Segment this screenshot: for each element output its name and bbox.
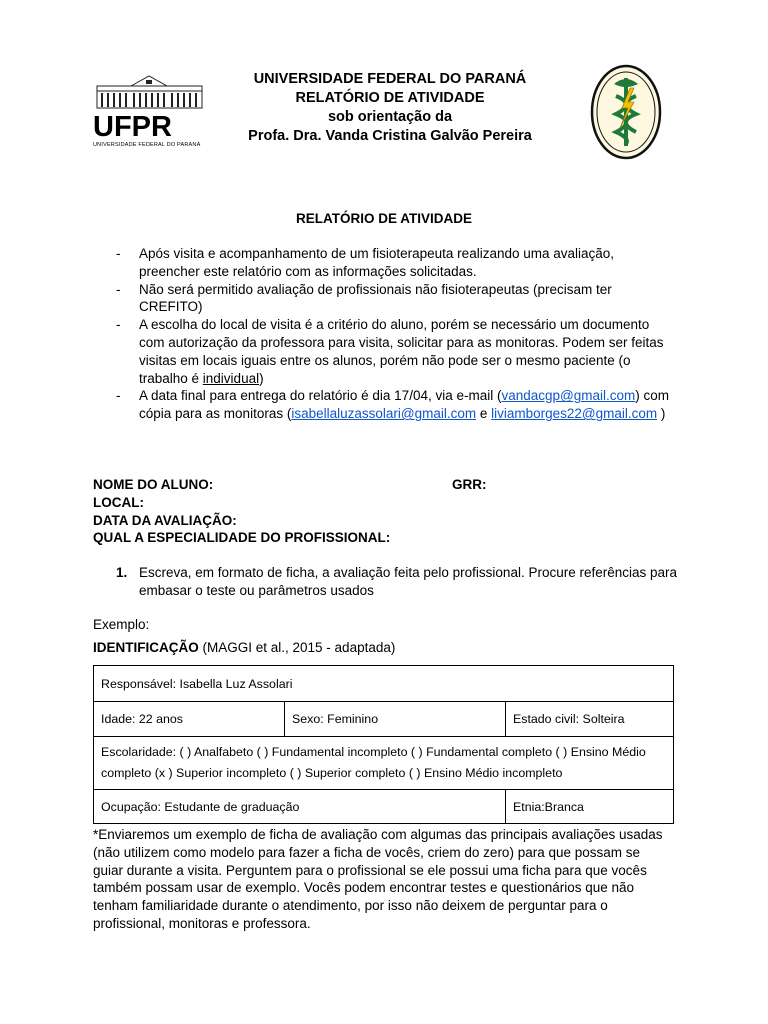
header-professor: Profa. Dra. Vanda Cristina Galvão Pereira <box>248 128 532 144</box>
table-row <box>94 790 674 824</box>
idade-cell: Idade: 22 anos <box>94 702 285 737</box>
table-row <box>94 737 674 790</box>
question-number: 1. <box>116 565 128 580</box>
footnote-paragraph: *Enviaremos um exemplo de ficha de avaliação com algumas das principais avaliações usadas (não utilizem como modelo para fazer a ficha de vocês, criem do zero) para que possam se guiar durante a visita. Perguntem para o profissional se ele possui uma ficha para que vocês também possam usar de exemplo. Vocês podem encontrar testes e questionários que não tenham familiaridade durante o atendimento, por isso não deixem de perguntar para o profissional, monitoras e professora. <box>93 827 663 931</box>
section-title: RELATÓRIO DE ATIVIDADE <box>295 211 472 226</box>
example-label: Exemplo: <box>93 617 150 632</box>
specialty-label: QUAL A ESPECIALIDADE DO PROFISSIONAL: <box>93 530 391 546</box>
list-item: - A escolha do local de visita é a critério do aluno, porém se necessário um documento com autorização da professora para visita, solicitar para as monitoras. Podem ser feitas visitas em locais iguais entre os alunos, porém não pode ser o mesmo paciente (o trabalho é individual) <box>116 316 676 387</box>
ufpr-logo-subtext: UNIVERSIDADE FEDERAL DO PARANÁ <box>93 142 201 148</box>
etnia-cell: Etnia:Branca <box>506 790 674 824</box>
underlined-word: individual <box>202 370 260 386</box>
document-header <box>210 70 570 146</box>
student-fields <box>93 476 673 547</box>
estado-civil-cell: Estado civil: Solteira <box>506 702 674 737</box>
header-report-title: RELATÓRIO DE ATIVIDADE <box>295 90 485 106</box>
table-row <box>94 666 674 702</box>
question-text: Escreva, em formato de ficha, a avaliação feita pelo profissional. Procure referências para embasar o teste ou parâmetros usados <box>139 565 678 598</box>
identification-table <box>93 665 674 824</box>
ufpr-logo <box>93 72 206 148</box>
student-name-label: NOME DO ALUNO: <box>93 477 214 492</box>
header-supervision: sob orientação da <box>327 109 453 125</box>
sexo-cell: Sexo: Feminino <box>285 702 506 737</box>
escolaridade-cell: Escolaridade: ( ) Analfabeto ( ) Fundamental incompleto ( ) Fundamental completo ( ) Ensino Médio completo (x ) Superior incompleto ( ) Superior completo ( ) Ensino Médio incompleto <box>94 737 674 790</box>
email-link-vanda[interactable]: vandacgp@gmail.com <box>501 388 636 404</box>
responsavel-cell: Responsável: Isabella Luz Assolari <box>94 666 674 702</box>
identification-heading: IDENTIFICAÇÃO (MAGGI et al., 2015 - adaptada) <box>93 640 396 655</box>
university-building-icon <box>93 72 206 112</box>
grr-label: GRR: <box>452 477 487 492</box>
ocupacao-cell: Ocupação: Estudante de graduação <box>94 790 506 824</box>
local-label: LOCAL: <box>93 494 144 510</box>
list-item: - Não será permitido avaliação de profissionais não fisioterapeutas (precisam ter CREFITO) <box>116 281 676 317</box>
date-label: DATA DA AVALIAÇÃO: <box>93 512 237 528</box>
ufpr-logo-text: UFPR <box>93 111 172 143</box>
header-university: UNIVERSIDADE FEDERAL DO PARANÁ <box>253 71 527 87</box>
caduceus-seal-icon <box>590 64 662 160</box>
table-row <box>94 702 674 737</box>
email-link-livia[interactable]: liviamborges22@gmail.com <box>491 406 658 422</box>
list-item: - A data final para entrega do relatório é dia 17/04, via e-mail (vandacgp@gmail.com) com cópia para as monitoras (isabellaluzassolari@gmail.com e liviamborges22@gmail.com ) <box>116 387 676 423</box>
instructions-list <box>116 245 676 423</box>
list-item: - Após visita e acompanhamento de um fisioterapeuta realizando uma avaliação, preencher este relatório com as informações solicitadas. <box>116 245 676 281</box>
email-link-isabella[interactable]: isabellaluzassolari@gmail.com <box>291 406 477 422</box>
